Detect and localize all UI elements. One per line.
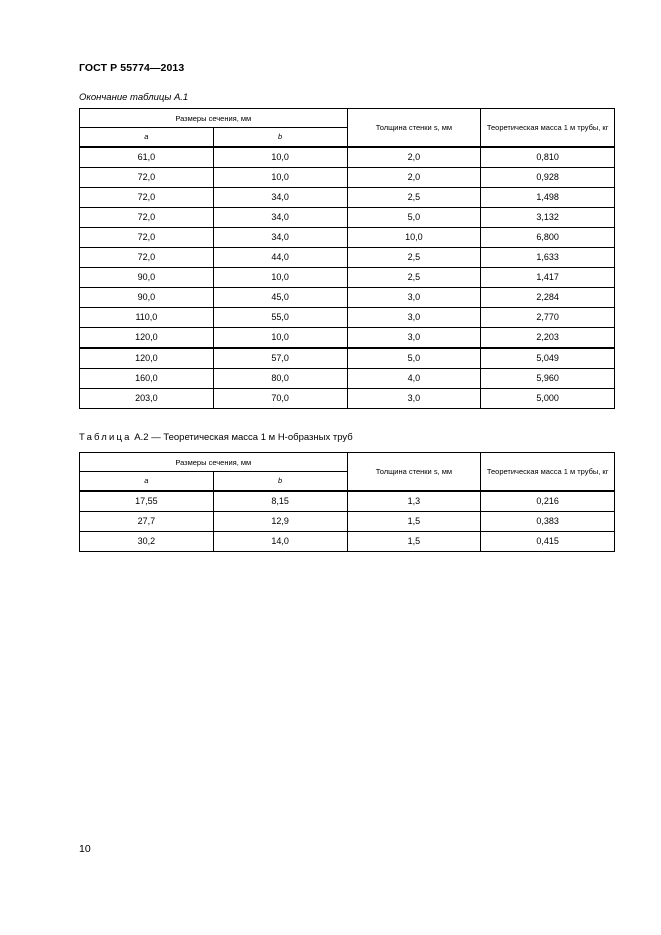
cell-wall-thickness: 2,0 <box>347 147 481 168</box>
cell-b: 10,0 <box>213 327 347 348</box>
cell-wall-thickness: 1,5 <box>347 531 481 551</box>
cell-wall-thickness: 3,0 <box>347 388 481 408</box>
table-row <box>80 267 615 287</box>
page-number: 10 <box>79 843 91 855</box>
table-row <box>80 368 615 388</box>
header-wall-thickness: Толщина стенки s, мм <box>347 109 481 147</box>
table-row <box>80 287 615 307</box>
cell-a: 17,55 <box>80 491 214 512</box>
cell-b: 10,0 <box>213 167 347 187</box>
cell-mass: 1,633 <box>481 247 615 267</box>
cell-b: 57,0 <box>213 348 347 369</box>
cell-mass: 6,800 <box>481 227 615 247</box>
cell-b: 12,9 <box>213 511 347 531</box>
cell-mass: 0,415 <box>481 531 615 551</box>
cell-mass: 5,000 <box>481 388 615 408</box>
cell-wall-thickness: 2,5 <box>347 267 481 287</box>
cell-a: 72,0 <box>80 247 214 267</box>
cell-wall-thickness: 2,0 <box>347 167 481 187</box>
cell-wall-thickness: 4,0 <box>347 368 481 388</box>
cell-a: 90,0 <box>80 287 214 307</box>
table-row <box>80 388 615 408</box>
cell-b: 80,0 <box>213 368 347 388</box>
table-row <box>80 511 615 531</box>
cell-a: 120,0 <box>80 348 214 369</box>
cell-a: 61,0 <box>80 147 214 168</box>
table-row <box>80 348 615 369</box>
cell-a: 72,0 <box>80 167 214 187</box>
cell-b: 45,0 <box>213 287 347 307</box>
cell-b: 44,0 <box>213 247 347 267</box>
table-row <box>80 531 615 551</box>
header-col-a: a <box>80 472 214 491</box>
table-row <box>80 147 615 168</box>
cell-mass: 2,284 <box>481 287 615 307</box>
cell-a: 120,0 <box>80 327 214 348</box>
cell-b: 14,0 <box>213 531 347 551</box>
cell-wall-thickness: 10,0 <box>347 227 481 247</box>
cell-mass: 0,810 <box>481 147 615 168</box>
cell-b: 34,0 <box>213 187 347 207</box>
table-row <box>80 227 615 247</box>
cell-b: 10,0 <box>213 147 347 168</box>
table-row <box>80 307 615 327</box>
cell-mass: 0,383 <box>481 511 615 531</box>
table-a2-caption <box>79 432 353 443</box>
cell-a: 72,0 <box>80 187 214 207</box>
cell-b: 8,15 <box>213 491 347 512</box>
cell-wall-thickness: 3,0 <box>347 307 481 327</box>
table-a1-caption: Окончание таблицы А.1 <box>79 92 189 103</box>
table-row <box>80 167 615 187</box>
cell-b: 34,0 <box>213 207 347 227</box>
cell-wall-thickness: 5,0 <box>347 348 481 369</box>
cell-wall-thickness: 1,3 <box>347 491 481 512</box>
header-col-b: b <box>213 472 347 491</box>
cell-wall-thickness: 3,0 <box>347 327 481 348</box>
table-a2 <box>79 452 615 552</box>
table-row <box>80 207 615 227</box>
cell-a: 160,0 <box>80 368 214 388</box>
cell-mass: 2,203 <box>481 327 615 348</box>
cell-wall-thickness: 3,0 <box>347 287 481 307</box>
cell-mass: 5,960 <box>481 368 615 388</box>
cell-mass: 1,417 <box>481 267 615 287</box>
cell-wall-thickness: 2,5 <box>347 187 481 207</box>
cell-a: 203,0 <box>80 388 214 408</box>
cell-a: 72,0 <box>80 207 214 227</box>
table-a1 <box>79 108 615 409</box>
cell-a: 30,2 <box>80 531 214 551</box>
cell-wall-thickness: 2,5 <box>347 247 481 267</box>
header-section-dimensions: Размеры сечения, мм <box>80 109 348 128</box>
cell-a: 90,0 <box>80 267 214 287</box>
cell-a: 72,0 <box>80 227 214 247</box>
cell-a: 27,7 <box>80 511 214 531</box>
cell-mass: 2,770 <box>481 307 615 327</box>
table-row <box>80 247 615 267</box>
table-a2-caption-prefix: Таблица <box>79 432 132 443</box>
table-row <box>80 491 615 512</box>
header-theoretical-mass: Теоретическая масса 1 м трубы, кг <box>481 109 615 147</box>
cell-mass: 0,928 <box>481 167 615 187</box>
header-col-a: a <box>80 128 214 147</box>
document-title: ГОСТ Р 55774—2013 <box>79 62 185 74</box>
header-col-b: b <box>213 128 347 147</box>
cell-wall-thickness: 5,0 <box>347 207 481 227</box>
cell-a: 110,0 <box>80 307 214 327</box>
cell-b: 70,0 <box>213 388 347 408</box>
header-section-dimensions: Размеры сечения, мм <box>80 453 348 472</box>
cell-mass: 1,498 <box>481 187 615 207</box>
header-wall-thickness: Толщина стенки s, мм <box>347 453 481 491</box>
cell-b: 10,0 <box>213 267 347 287</box>
cell-wall-thickness: 1,5 <box>347 511 481 531</box>
table-a2-caption-text: А.2 — Теоретическая масса 1 м Н-образных труб <box>131 432 353 443</box>
cell-b: 55,0 <box>213 307 347 327</box>
table-row <box>80 187 615 207</box>
header-theoretical-mass: Теоретическая масса 1 м трубы, кг <box>481 453 615 491</box>
cell-mass: 3,132 <box>481 207 615 227</box>
cell-mass: 5,049 <box>481 348 615 369</box>
cell-b: 34,0 <box>213 227 347 247</box>
cell-mass: 0,216 <box>481 491 615 512</box>
table-row <box>80 327 615 348</box>
